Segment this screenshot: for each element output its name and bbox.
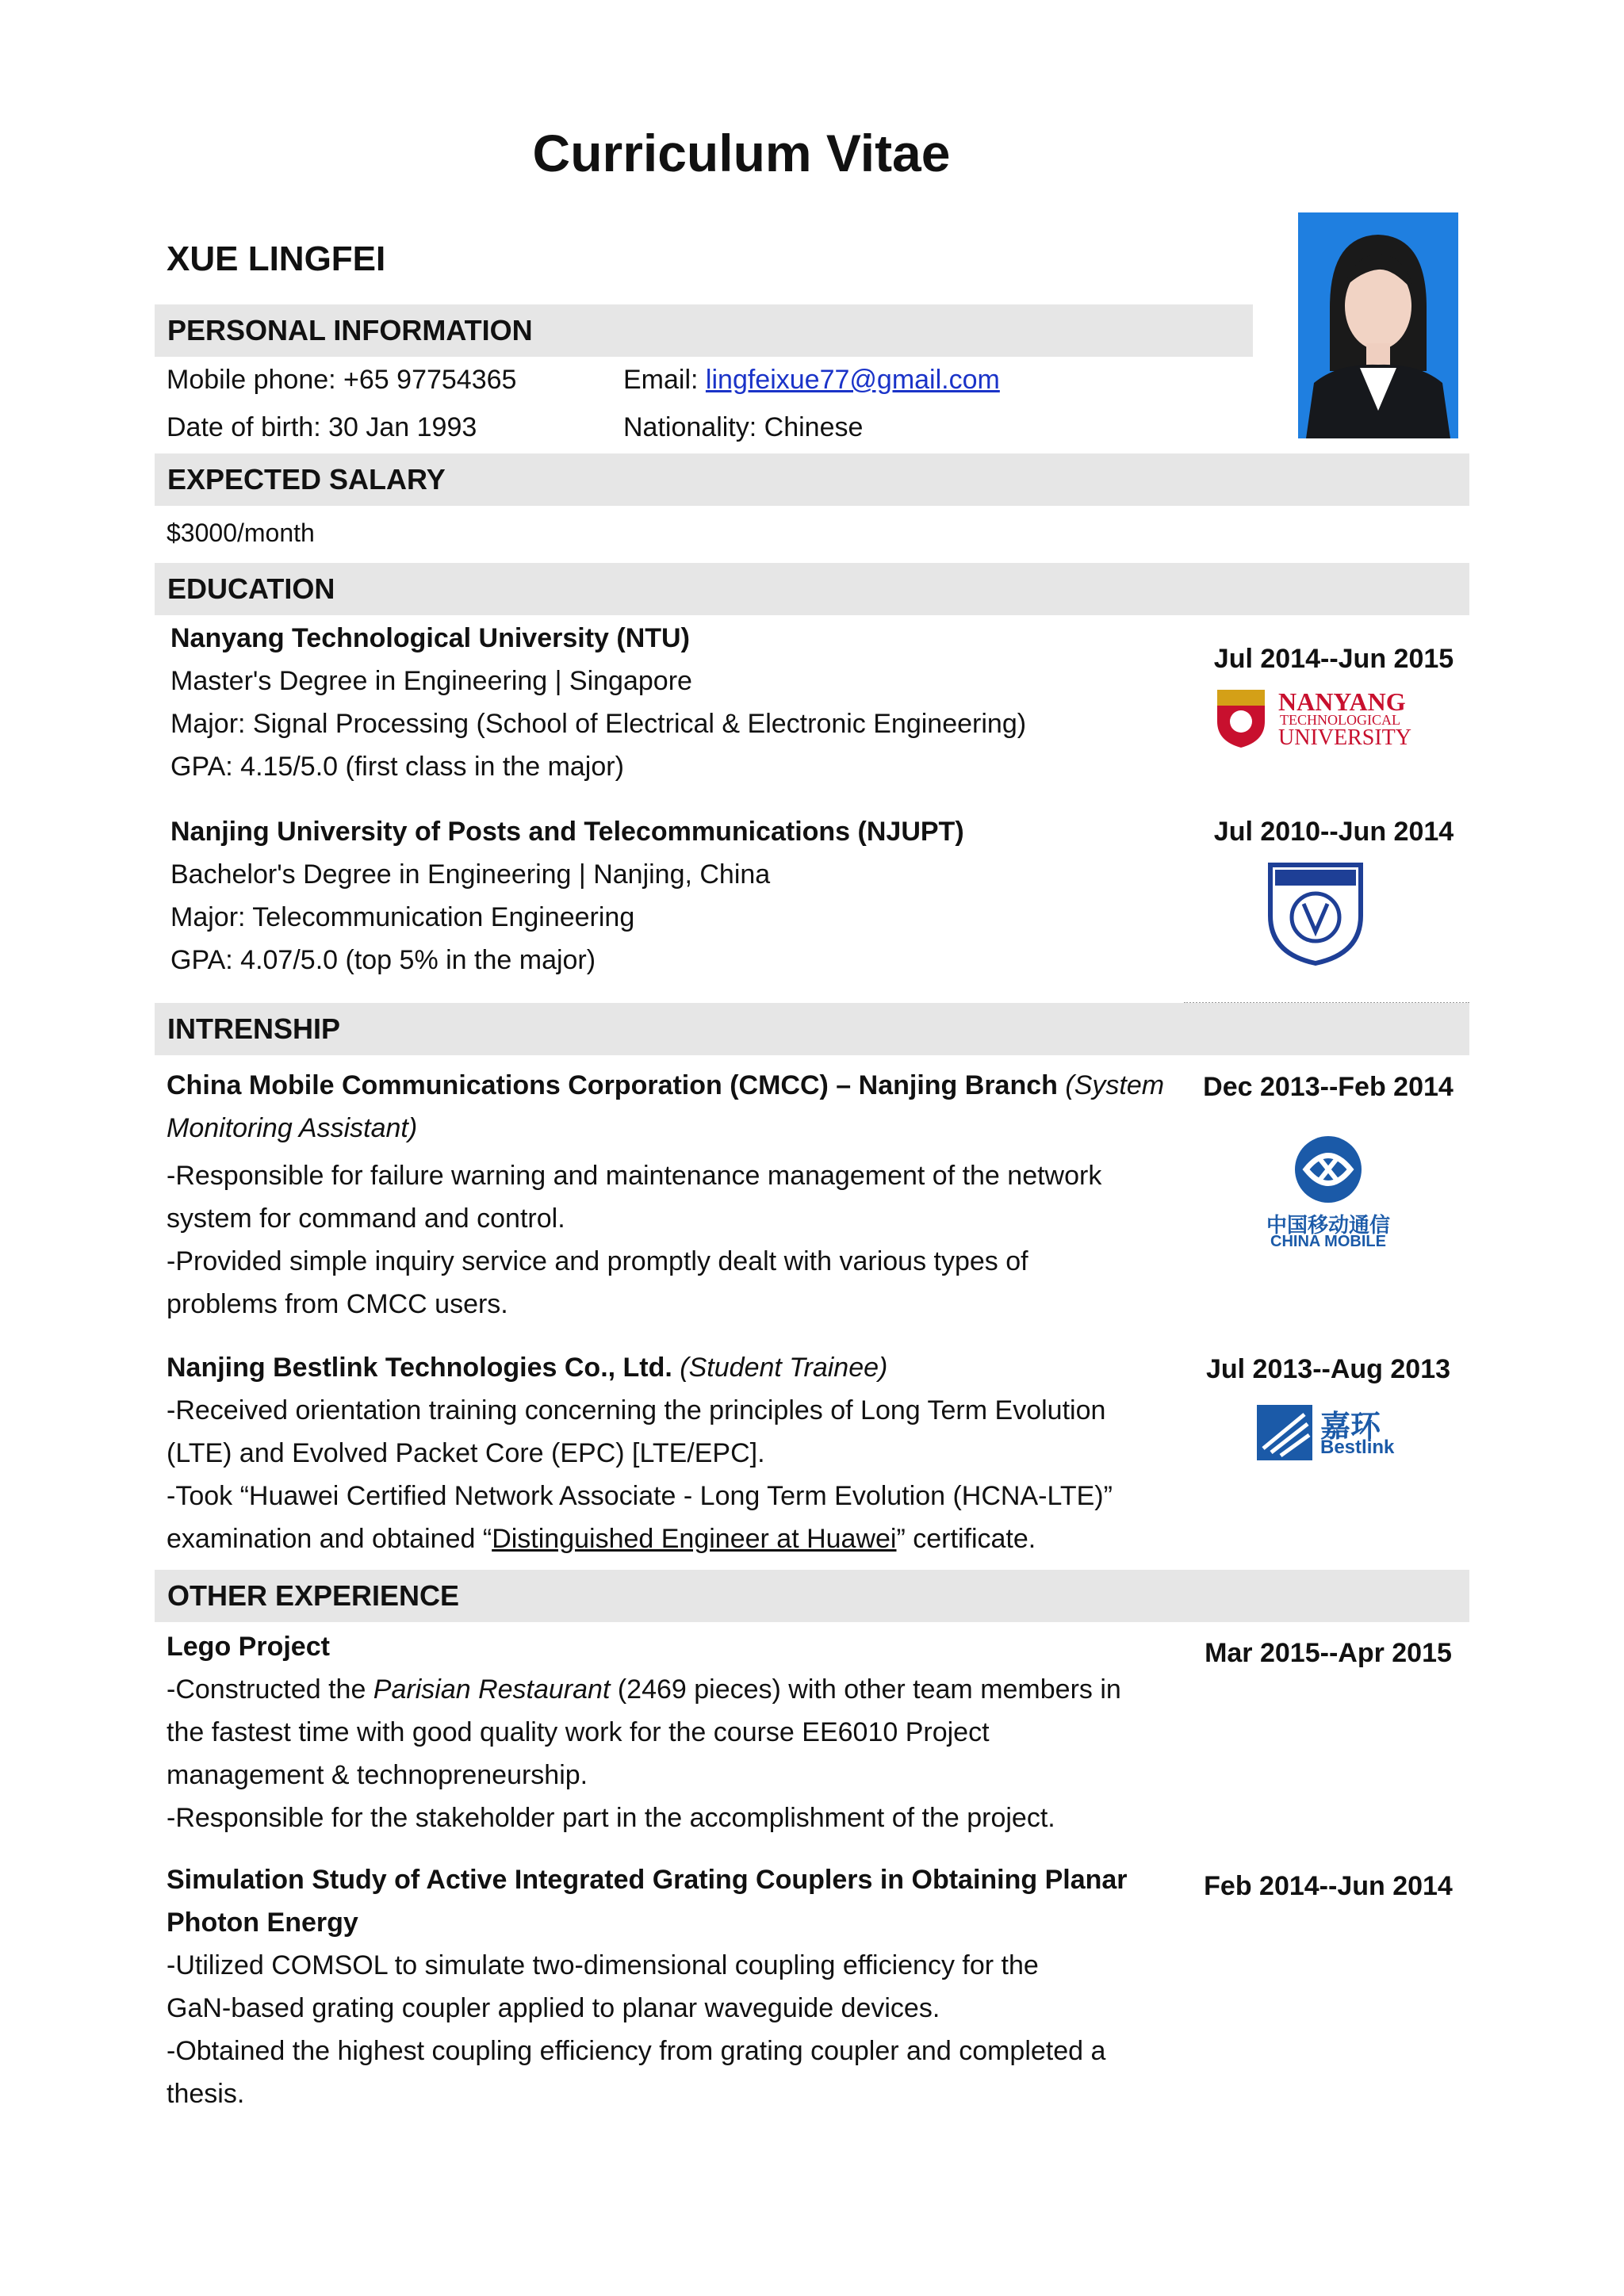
intern-role: Monitoring Assistant) — [167, 1113, 418, 1143]
expected-salary: $3000/month — [167, 519, 315, 547]
edu-gpa: GPA: 4.15/5.0 (first class in the major) — [170, 752, 624, 782]
bestlink-logo: 嘉环 Bestlink — [1249, 1395, 1408, 1467]
email-line: Email: lingfeixue77@gmail.com — [623, 365, 1000, 395]
intern-date: Jul 2013--Aug 2013 — [1205, 1354, 1451, 1384]
other-date: Feb 2014--Jun 2014 — [1204, 1871, 1453, 1901]
section-header-salary: EXPECTED SALARY — [155, 453, 1469, 506]
intern-detail: examination and obtained “Distinguished Engineer at Huawei” certificate. — [167, 1524, 1036, 1554]
ntu-logo: NANYANG TECHNOLOGICAL UNIVERSITY — [1213, 686, 1435, 749]
intern-detail: -Took “Huawei Certified Network Associate - Long Term Evolution (HCNA-LTE)” — [167, 1481, 1113, 1511]
edu-school: Nanyang Technological University (NTU) — [170, 623, 690, 653]
section-header-internship: INTRENSHIP — [155, 1003, 1469, 1055]
other-detail: -Responsible for the stakeholder part in the accomplishment of the project. — [167, 1803, 1055, 1833]
other-title: Lego Project — [167, 1632, 330, 1662]
intern-detail: -Received orientation training concerning the principles of Long Term Evolution — [167, 1395, 1106, 1425]
other-detail: thesis. — [167, 2079, 245, 2109]
intern-company-line — [167, 1064, 1164, 1107]
intern-detail: (LTE) and Evolved Packet Core (EPC) [LTE/EPC]. — [167, 1438, 765, 1468]
intern-detail: -Provided simple inquiry service and promptly dealt with various types of — [167, 1246, 1028, 1276]
section-header-education: EDUCATION — [155, 563, 1469, 615]
intern-detail: system for command and control. — [167, 1203, 565, 1234]
njupt-logo — [1264, 860, 1367, 971]
intern-date: Dec 2013--Feb 2014 — [1203, 1072, 1454, 1102]
section-header-personal: PERSONAL INFORMATION — [155, 304, 1253, 357]
candidate-name: XUE LINGFEI — [167, 239, 386, 278]
other-detail: management & technopreneurship. — [167, 1760, 588, 1790]
other-title: Photon Energy — [167, 1908, 358, 1938]
other-detail: -Utilized COMSOL to simulate two-dimensional coupling efficiency for the — [167, 1950, 1039, 1980]
intern-detail: problems from CMCC users. — [167, 1289, 508, 1319]
edu-school: Nanjing University of Posts and Telecommunications (NJUPT) — [170, 817, 964, 847]
intern-company: Nanjing Bestlink Technologies Co., Ltd. — [167, 1353, 672, 1383]
section-header-other: OTHER EXPERIENCE — [155, 1570, 1469, 1622]
intern-detail: -Responsible for failure warning and maintenance management of the network — [167, 1161, 1102, 1191]
intern-role: (Student Trainee) — [672, 1353, 888, 1383]
profile-photo — [1298, 212, 1458, 438]
other-detail: -Constructed the Parisian Restaurant (2469 pieces) with other team members in — [167, 1674, 1121, 1705]
edu-major: Major: Signal Processing (School of Electrical & Electronic Engineering) — [170, 709, 1027, 739]
other-detail: -Obtained the highest coupling efficiency from grating coupler and completed a — [167, 2036, 1106, 2066]
other-detail: GaN-based grating coupler applied to planar waveguide devices. — [167, 1993, 940, 2023]
other-title: Simulation Study of Active Integrated Grating Couplers in Obtaining Planar — [167, 1865, 1128, 1895]
nationality: Nationality: Chinese — [623, 412, 864, 442]
edu-degree: Bachelor's Degree in Engineering | Nanjing, China — [170, 859, 771, 890]
document-title: Curriculum Vitae — [532, 124, 951, 182]
edu-date: Jul 2014--Jun 2015 — [1213, 644, 1454, 674]
intern-company: China Mobile Communications Corporation (CMCC) – Nanjing Branch — [167, 1070, 1058, 1100]
other-detail: the fastest time with good quality work for the course EE6010 Project — [167, 1717, 990, 1747]
intern-role: (System — [1057, 1070, 1165, 1100]
date-of-birth: Date of birth: 30 Jan 1993 — [167, 412, 477, 442]
intern-company-line — [167, 1346, 887, 1389]
edu-degree: Master's Degree in Engineering | Singapore — [170, 666, 692, 696]
email-link[interactable]: lingfeixue77@gmail.com — [705, 365, 1000, 395]
edu-date: Jul 2010--Jun 2014 — [1213, 817, 1454, 847]
other-date: Mar 2015--Apr 2015 — [1205, 1638, 1452, 1668]
mobile-phone: Mobile phone: +65 97754365 — [167, 365, 517, 395]
edu-major: Major: Telecommunication Engineering — [170, 902, 635, 932]
china-mobile-logo: 中国移动通信 CHINA MOBILE — [1253, 1134, 1404, 1253]
certificate-link[interactable]: Distinguished Engineer at Huawei — [492, 1524, 897, 1554]
edu-gpa: GPA: 4.07/5.0 (top 5% in the major) — [170, 945, 596, 975]
